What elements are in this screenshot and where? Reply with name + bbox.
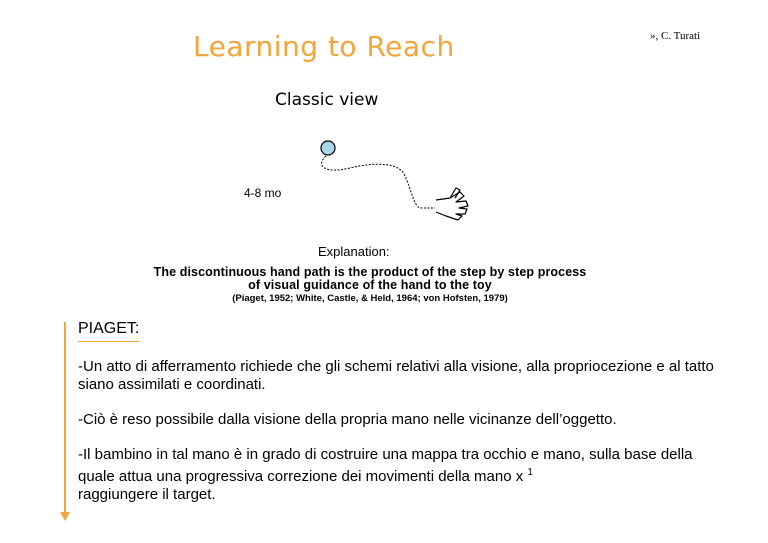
explanation-heading: Explanation: (318, 244, 390, 259)
explanation-text: The discontinuous hand path is the product of the step by step process of visual guidance of the hand to the toy (153, 265, 587, 292)
reach-path-diagram (150, 88, 590, 238)
hand-icon (436, 188, 468, 220)
body-text (78, 320, 718, 504)
paragraph-3-text: -Il bambino in tal mano è in grado di costruire una mappa tra occhio e mano, sulla base della quale attua una progressiva correzione dei movimenti della mano x (78, 446, 693, 485)
slide-title: Learning to Reach (193, 30, 455, 63)
age-label: 4-8 mo (244, 186, 282, 200)
hand-path-line (322, 156, 435, 208)
figure-subtitle: Classic view (275, 90, 379, 110)
paragraph-2: -Ciò è reso possibile dalla visione della propria mano nelle vicinanze dell’oggetto. (78, 411, 617, 428)
arrow-line (64, 322, 66, 514)
author-credit: », C. Turati (650, 30, 701, 42)
arrow-head (60, 512, 70, 521)
toy-ball-icon (321, 141, 335, 155)
section-heading: PIAGET: (78, 320, 139, 342)
citation: (Piaget, 1952; White, Castle, & Held, 1964; von Hofsten, 1979) (232, 293, 508, 304)
paragraph-3 (78, 446, 718, 504)
paragraph-1: -Un atto di afferramento richiede che gli schemi relativi alla visione, alla propriocezione e al tatto siano assimilati e coordinati. (78, 358, 714, 393)
classic-view-figure (150, 88, 590, 313)
paragraph-3-end: raggiungere il target. (78, 486, 216, 503)
footnote-marker: 1 (527, 467, 533, 478)
